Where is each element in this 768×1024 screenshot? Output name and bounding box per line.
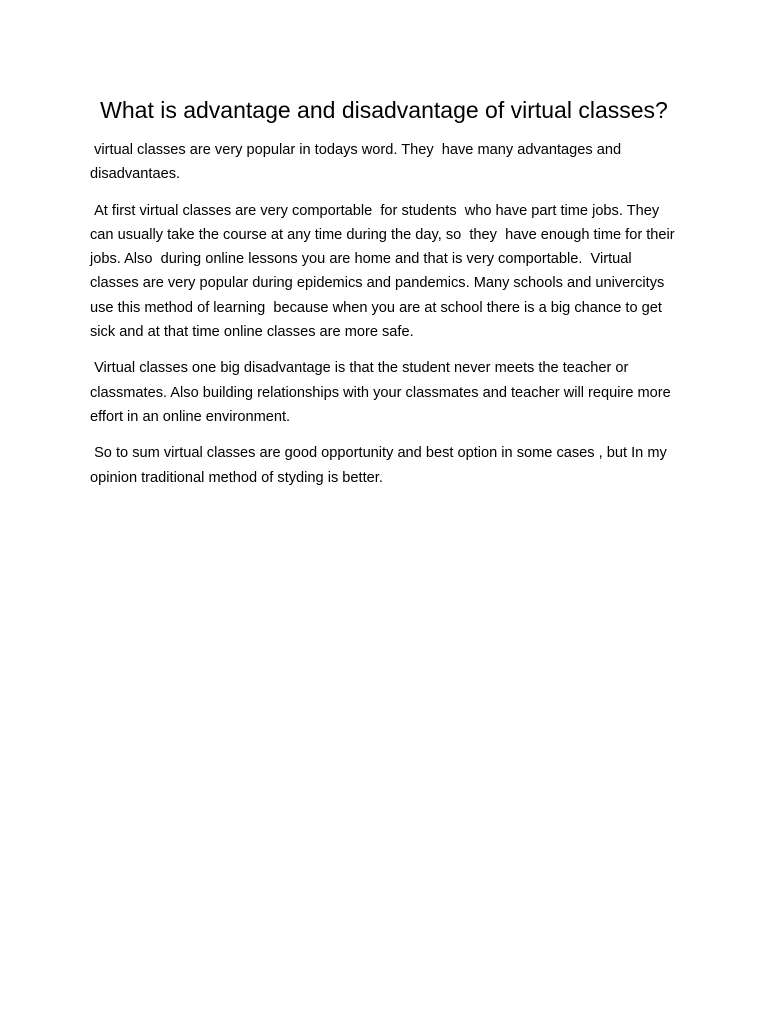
paragraph-disadvantages: Virtual classes one big disadvantage is that the student never meets the teacher or classmates. Also building relationships with your classmates and teacher will require more effort in an online environment. <box>90 360 675 425</box>
document-title: What is advantage and disadvantage of virtual classes? <box>100 97 668 123</box>
paragraph-intro: virtual classes are very popular in todays word. They have many advantages and disadvantaes. <box>90 142 626 183</box>
paragraph-advantages: At first virtual classes are very comportable for students who have part time jobs. They can usually take the course at any time during the day, so they have enough time for their jobs. Also during online lessons you are home and that is very comportable. Virtual classes are very popular during epidemics and pandemics. Many schools and univercitys use this method of learning because when you are at school there is a big chance to get sick and at that time online classes are more safe. <box>90 202 679 341</box>
document-body <box>90 138 680 502</box>
paragraph-conclusion: So to sum virtual classes are good opportunity and best option in some cases , but In my opinion traditional method of styding is better. <box>90 445 671 486</box>
